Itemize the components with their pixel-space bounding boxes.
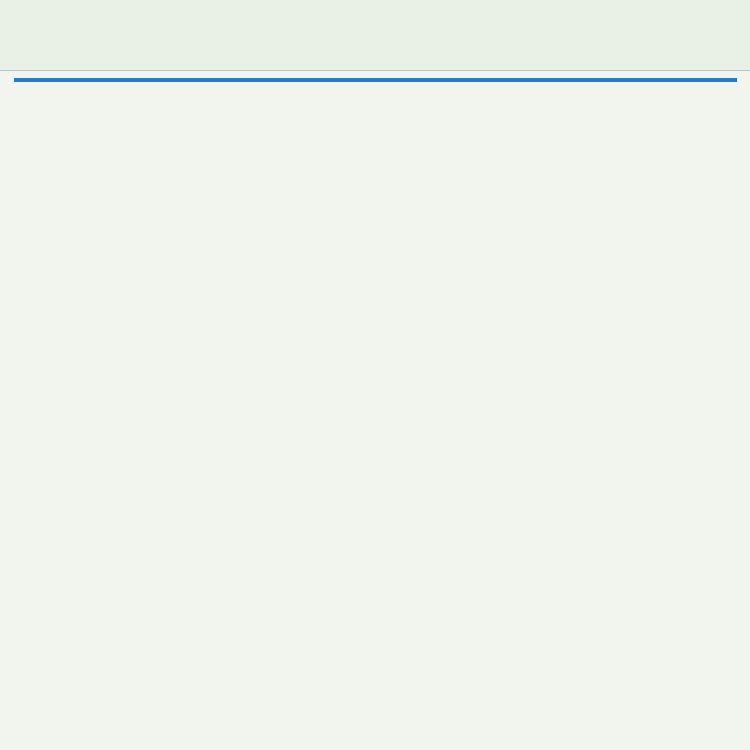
section-divider — [14, 78, 737, 82]
top-partial-section — [0, 0, 750, 71]
